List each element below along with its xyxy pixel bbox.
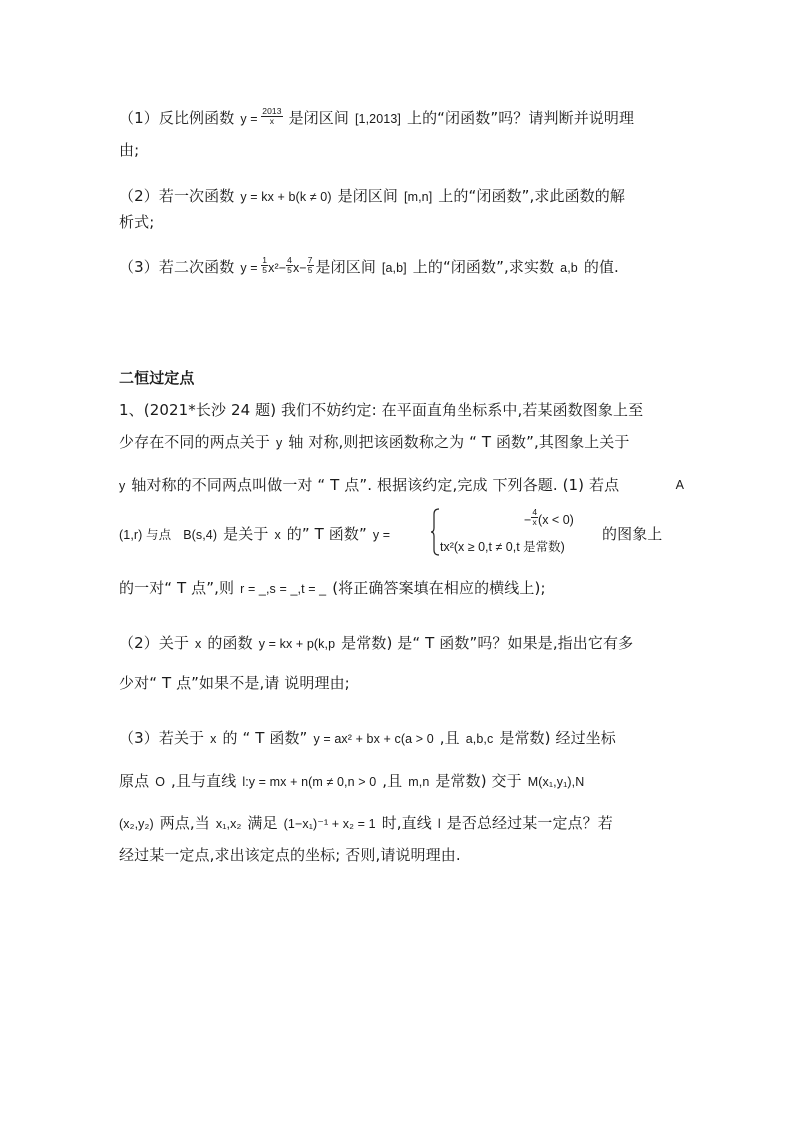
brace-icon [430, 508, 440, 556]
p3-line-2: 原点 O ,且与直线 l:y = mx + n(m ≠ 0,n > 0 ,且 m,n 是常数) 交于 M(x₁,y₁),N [119, 772, 585, 790]
q2-interval: [m,n] [404, 190, 433, 204]
q1-equation: y = $\frac{2013}{x}$ [240, 106, 282, 127]
q1-text-b: 是闭区间 [288, 109, 349, 127]
q3-text-d: 的值. [583, 258, 619, 276]
p3-line-3: (x₂,y₂) 两点,当 x₁,x₂ 满足 (1−x₁)⁻¹ + x₂ = 1 时,直线 l 是否总经过某一定点？若 [119, 814, 613, 832]
q1-text-c: 上的“闭函数”吗？请判断并说明理 [406, 109, 635, 127]
p2-line-2: 少对“ T 点”如果不是,请 说明理由; [119, 674, 350, 692]
q2-text-b: 是闭区间 [337, 187, 398, 205]
p2-line-1: （2）关于 x 的函数 y = kx + p(k,p 是常数) 是“ T 函数”吗？如果是,指出它有多 [119, 634, 634, 652]
q3-vars: a,b [560, 261, 578, 275]
q3-label: （3）若二次函数 [119, 258, 235, 276]
q2-line [119, 186, 684, 207]
p3-line-4: 经过某一定点,求出该定点的坐标; 否则,请说明理由. [119, 846, 461, 864]
section-heading: 二恒过定点 [119, 369, 195, 387]
q1-fraction: $\frac{2013}{x}$ [262, 106, 282, 127]
q2-text-c: 上的“闭函数”,求此函数的解 [438, 187, 626, 205]
q3-line [119, 257, 684, 278]
p1-var-y2: y [119, 479, 126, 493]
q3-interval: [a,b] [381, 261, 407, 275]
p1-line-4: (1,r) 与点 B(s,4) 是关于 x 的” T 函数” y = [119, 525, 391, 543]
p3-line-equation: l:y = mx + n(m ≠ 0,n > 0 [242, 775, 377, 789]
p1-point-B: B(s,4) [183, 528, 218, 542]
p2-equation: y = kx + p(k,p [258, 637, 336, 651]
p3-condition: (1−x₁)⁻¹ + x₂ = 1 [283, 817, 376, 831]
p1-line-5: 的一对“ T 点”,则 r = _,s = _,t = _ (将正确答案填在相应的横线上); [119, 579, 546, 597]
p1-blanks: r = _,s = _,t = _ [240, 582, 327, 596]
piece-1: − $\frac{4}{x}$ (x < 0) [524, 507, 574, 527]
p3-point-M: M(x₁,y₁),N [527, 775, 585, 789]
piecewise-function [396, 508, 596, 558]
q1-line [119, 108, 684, 129]
q1-line-2: 由; [119, 141, 140, 159]
p1-line-2: 少存在不同的两点关于 y 轴 对称,则把该函数称之为 “ T 函数”,其图象上关于 [119, 433, 630, 451]
q2-equation: y = kx + b(k ≠ 0) [240, 190, 332, 204]
p1-line-3: y 轴对称的不同两点叫做一对 “ T 点”. 根据该约定,完成 下列各题. (1) 若点 A [119, 476, 684, 494]
q3-text-c: 上的“闭函数”,求实数 [412, 258, 555, 276]
p3-line-1: （3）若关于 x 的 “ T 函数” y = ax² + bx + c(a > 0 ,且 a,b,c 是常数) 经过坐标 [119, 729, 616, 747]
q1-label: （1）反比例函数 [119, 109, 235, 127]
p1-line-4-tail: 的图象上 [602, 525, 663, 543]
p1-var-y: y [276, 436, 283, 450]
piece-2: tx²(x ≥ 0,t ≠ 0,t 是常数) [440, 540, 565, 554]
p3-equation: y = ax² + bx + c(a > 0 [313, 732, 434, 746]
p1-line-1: 1、(2021*长沙 24 题) 我们不妨约定: 在平面直角坐标系中,若某函数图象上至 [119, 401, 644, 419]
q3-text-b: 是闭区间 [315, 258, 376, 276]
q2-label: （2）若一次函数 [119, 187, 235, 205]
q2-line-2: 析式; [119, 213, 155, 231]
q3-equation: y = $\frac{1}{5}$ x²− $\frac{4}{5}$ x− $\frac{7}{5}$ [240, 255, 313, 276]
q1-interval: [1,2013] [354, 112, 401, 126]
p1-point-A: A [675, 478, 684, 492]
